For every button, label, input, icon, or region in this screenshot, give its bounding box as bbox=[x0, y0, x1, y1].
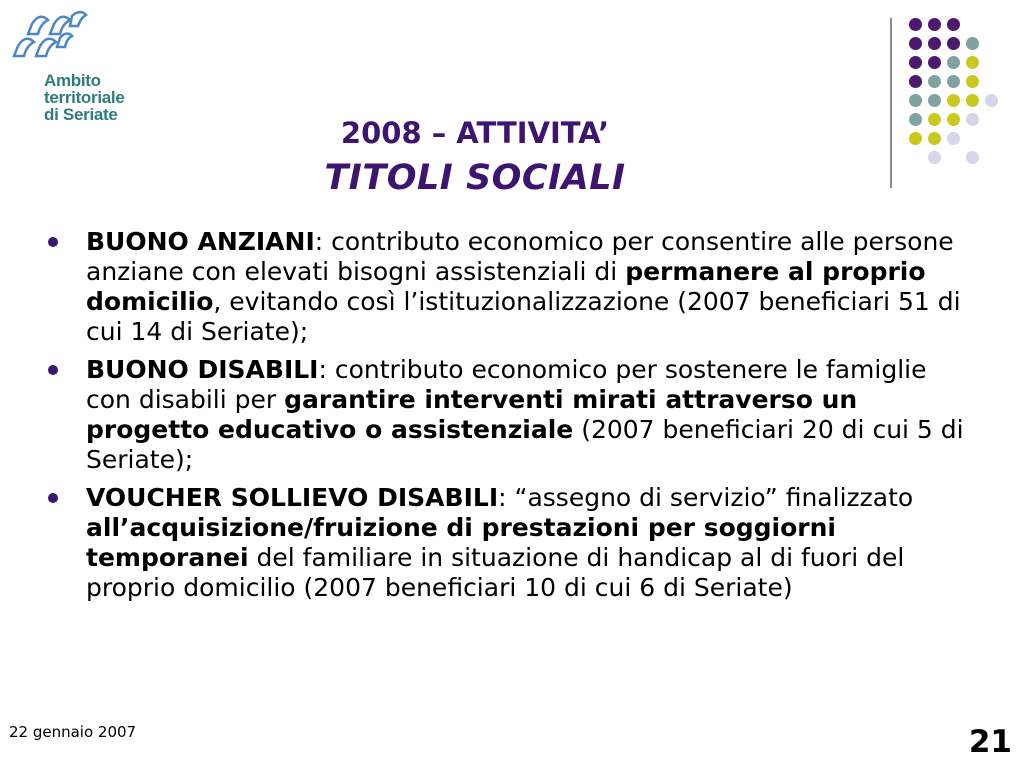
decorative-dot bbox=[966, 94, 979, 107]
decorative-dot bbox=[966, 37, 979, 50]
bullet-text-bold: permanere al proprio domicilio bbox=[86, 257, 926, 316]
logo-wordmark bbox=[44, 72, 164, 123]
bullet-text: : contributo economico per consentire alle persone anziane con elevati bisogni assistenziali di bbox=[86, 227, 954, 286]
decorative-dot bbox=[947, 75, 960, 88]
bullet-text: : contributo economico per sostenere le famiglie con disabili per bbox=[86, 355, 927, 414]
decorative-dot bbox=[947, 37, 960, 50]
decorative-dot bbox=[909, 132, 922, 145]
decorative-dot bbox=[947, 94, 960, 107]
decorative-dot bbox=[985, 94, 998, 107]
bullet-list bbox=[48, 227, 978, 611]
bullet-text: (2007 beneficiari 20 di cui 5 di Seriate); bbox=[86, 415, 964, 474]
bullet-item bbox=[48, 227, 978, 347]
footer-date: 22 gennaio 2007 bbox=[9, 723, 137, 741]
logo-line-1: Ambito bbox=[44, 71, 101, 90]
decorative-dot bbox=[909, 56, 922, 69]
bullet-text-bold: BUONO ANZIANI bbox=[86, 227, 315, 256]
bullet-item bbox=[48, 355, 978, 475]
decorative-dot bbox=[928, 151, 941, 164]
logo-line-3: di Seriate bbox=[44, 105, 118, 124]
bullet-text-bold: BUONO DISABILI bbox=[86, 355, 319, 384]
bullet-dot-icon bbox=[48, 237, 58, 247]
logo-emblem-icon bbox=[4, 6, 94, 76]
bullet-dot-icon bbox=[48, 365, 58, 375]
decorative-dot-grid bbox=[909, 18, 1009, 168]
decorative-dot bbox=[947, 56, 960, 69]
decorative-dot bbox=[928, 94, 941, 107]
bullet-item bbox=[48, 483, 978, 603]
decorative-dot bbox=[909, 94, 922, 107]
bullet-text-bold: all’acquisizione/fruizione di prestazioni per soggiorni temporanei bbox=[86, 513, 836, 572]
decorative-dot bbox=[966, 113, 979, 126]
decorative-dot bbox=[928, 113, 941, 126]
decorative-dot bbox=[909, 18, 922, 31]
decorative-dot bbox=[966, 151, 979, 164]
decorative-dot bbox=[928, 18, 941, 31]
decorative-dot bbox=[928, 132, 941, 145]
bullet-text-bold: garantire interventi mirati attraverso un progetto educativo o assistenziale bbox=[86, 385, 858, 444]
decorative-dot bbox=[909, 75, 922, 88]
decorative-dot bbox=[928, 56, 941, 69]
decorative-dot bbox=[928, 75, 941, 88]
decorative-dot bbox=[966, 75, 979, 88]
bullet-dot-icon bbox=[48, 493, 58, 503]
decorative-dot bbox=[947, 113, 960, 126]
bullet-text: del familiare in situazione di handicap al di fuori del proprio domicilio (2007 beneficiari 10 di cui 6 di Seriate) bbox=[86, 543, 905, 602]
decorative-dot bbox=[966, 56, 979, 69]
decorative-dot bbox=[947, 132, 960, 145]
decorative-dot bbox=[909, 37, 922, 50]
decorative-dot bbox=[909, 113, 922, 126]
bullet-text: , evitando così l’istituzionalizzazione (2007 beneficiari 51 di cui 14 di Seriate); bbox=[86, 287, 961, 346]
decorative-dot bbox=[947, 18, 960, 31]
ambito-logo bbox=[4, 6, 164, 126]
bullet-text-bold: VOUCHER SOLLIEVO DISABILI bbox=[86, 483, 499, 512]
logo-line-2: territoriale bbox=[44, 88, 125, 107]
page-number: 21 bbox=[968, 724, 1012, 760]
slide-subtitle: TITOLI SOCIALI bbox=[324, 158, 626, 198]
decorative-dot bbox=[928, 37, 941, 50]
header-divider bbox=[890, 18, 892, 188]
bullet-text: : “assegno di servizio” finalizzato bbox=[498, 483, 914, 512]
slide-title: 2008 – ATTIVITA’ bbox=[340, 116, 610, 150]
